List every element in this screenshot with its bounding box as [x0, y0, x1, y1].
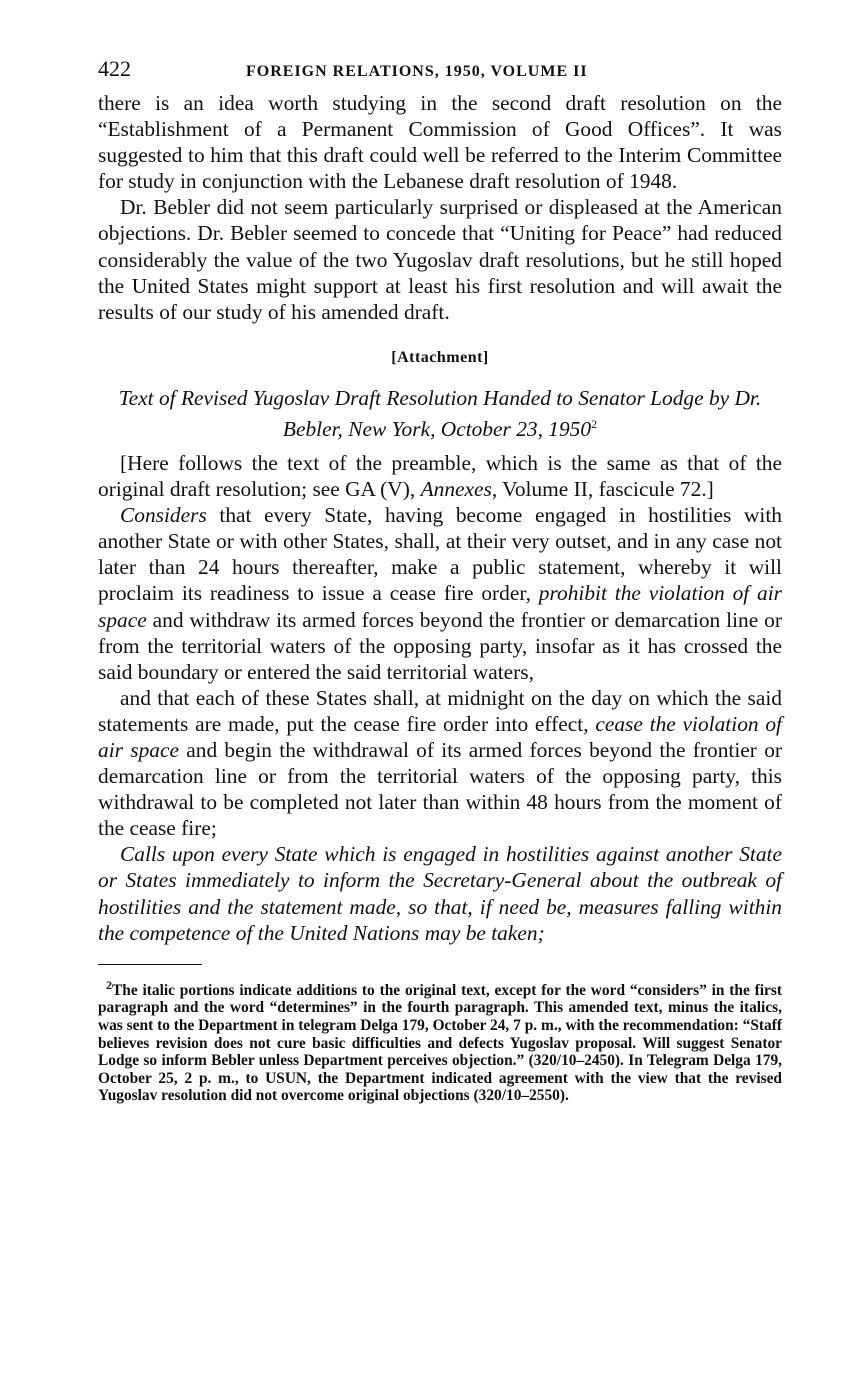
paragraph-calls-upon: Calls upon every State which is engaged in hostilities against another State or States immediately to inform the Secretary-General about the outbreak of hostilities and the statement made, so that, if need be, measures falling within the competence of the United Nations may be taken; [98, 842, 782, 945]
running-head [98, 56, 782, 90]
attachment-label: [Attachment] [391, 348, 489, 366]
footnote [98, 977, 782, 1105]
each-state-text-2: and begin the withdrawal of its armed forces beyond the frontier or demarcation line or from the territorial waters of the opposing party, this withdrawal to be completed not later than within 48 hours from the moment of the cease fire; [98, 738, 783, 841]
paragraph-considers [98, 502, 782, 685]
body-text [98, 90, 782, 946]
each-state-italic: cease the violation of air space [98, 711, 782, 762]
each-state-text-1: and that each of these States shall, at midnight on the day on which the said statements are made, put the cease fire order into effect, [98, 685, 782, 736]
footnote-ref: 2 [591, 416, 598, 431]
considers-text-1: that every State, having become engaged in hostilities with another State or with other States, shall, at their very outset, and in any case not later than 24 hours thereafter, make a public statement, whereby it will proclaim its readiness to issue a cease fire order, [98, 503, 782, 606]
paragraph-continuation: there is an idea worth studying in the second draft resolution on the “Establishment of a Permanent Commission of Good Offices”. It was suggested to him that this draft could well be referred to the Interim Committee for study in conjunction with the Lebanese draft resolution of 1948. [98, 91, 782, 194]
footnote-divider [98, 964, 202, 965]
paragraph-preamble [98, 450, 782, 502]
considers-text-2: and withdraw its armed forces beyond the frontier or demarcation line or from the territorial waters of the opposing party, insofar as it has crossed the said boundary or entered the said territorial waters, [98, 607, 782, 684]
footnote-text: The italic portions indicate additions to the original text, except for the word “considers” in the first paragraph and the word “determines” in the fourth paragraph. This amended text, minus the italics, was sent to the Department in telegram Delga 179, October 24, 7 p. m., with the recommendation: “Staff believes revision does not cure basic difficulties and defects Yugoslav proposal. Will suggest Senator Lodge so inform Bebler unless Department perceives objection.” (320/10–2450). In Telegram Delga 179, October 25, 2 p. m., to USUN, the Department indicated agreement with the view that the revised Yugoslav resolution did not overcome original objections (320/10–2550). [98, 981, 782, 1105]
considers-lead: Considers [120, 503, 207, 528]
considers-italic: prohibit the violation of air space [98, 581, 783, 632]
preamble-annexes: Annexes [420, 477, 492, 502]
preamble-text-after: , Volume II, fascicule 72.] [491, 477, 714, 502]
preamble-text-before: [Here follows the text of the preamble, which is the same as that of the original draft resolution; see GA (V), [98, 450, 782, 502]
paragraph-bebler: Dr. Bebler did not seem particularly surprised or displeased at the American objections. Dr. Bebler seemed to concede that “Uniting for Peace” had reduced considerably the value of the two Yugoslav draft resolutions, but he still hoped the United States might support at least his first resolution and will await the results of our study of his amended draft. [98, 195, 782, 324]
paragraph-each-state [98, 685, 782, 842]
page-number: 422 [98, 56, 131, 81]
running-head-title: FOREIGN RELATIONS, 1950, VOLUME II [246, 63, 588, 80]
footnote-marker: 2 [106, 977, 112, 992]
attachment-title-text: Text of Revised Yugoslav Draft Resolution Handed to Senator Lodge by Dr. Bebler, New York, October 23, 1950 [118, 385, 762, 441]
document-page [98, 56, 782, 1105]
attachment-title [98, 385, 782, 442]
